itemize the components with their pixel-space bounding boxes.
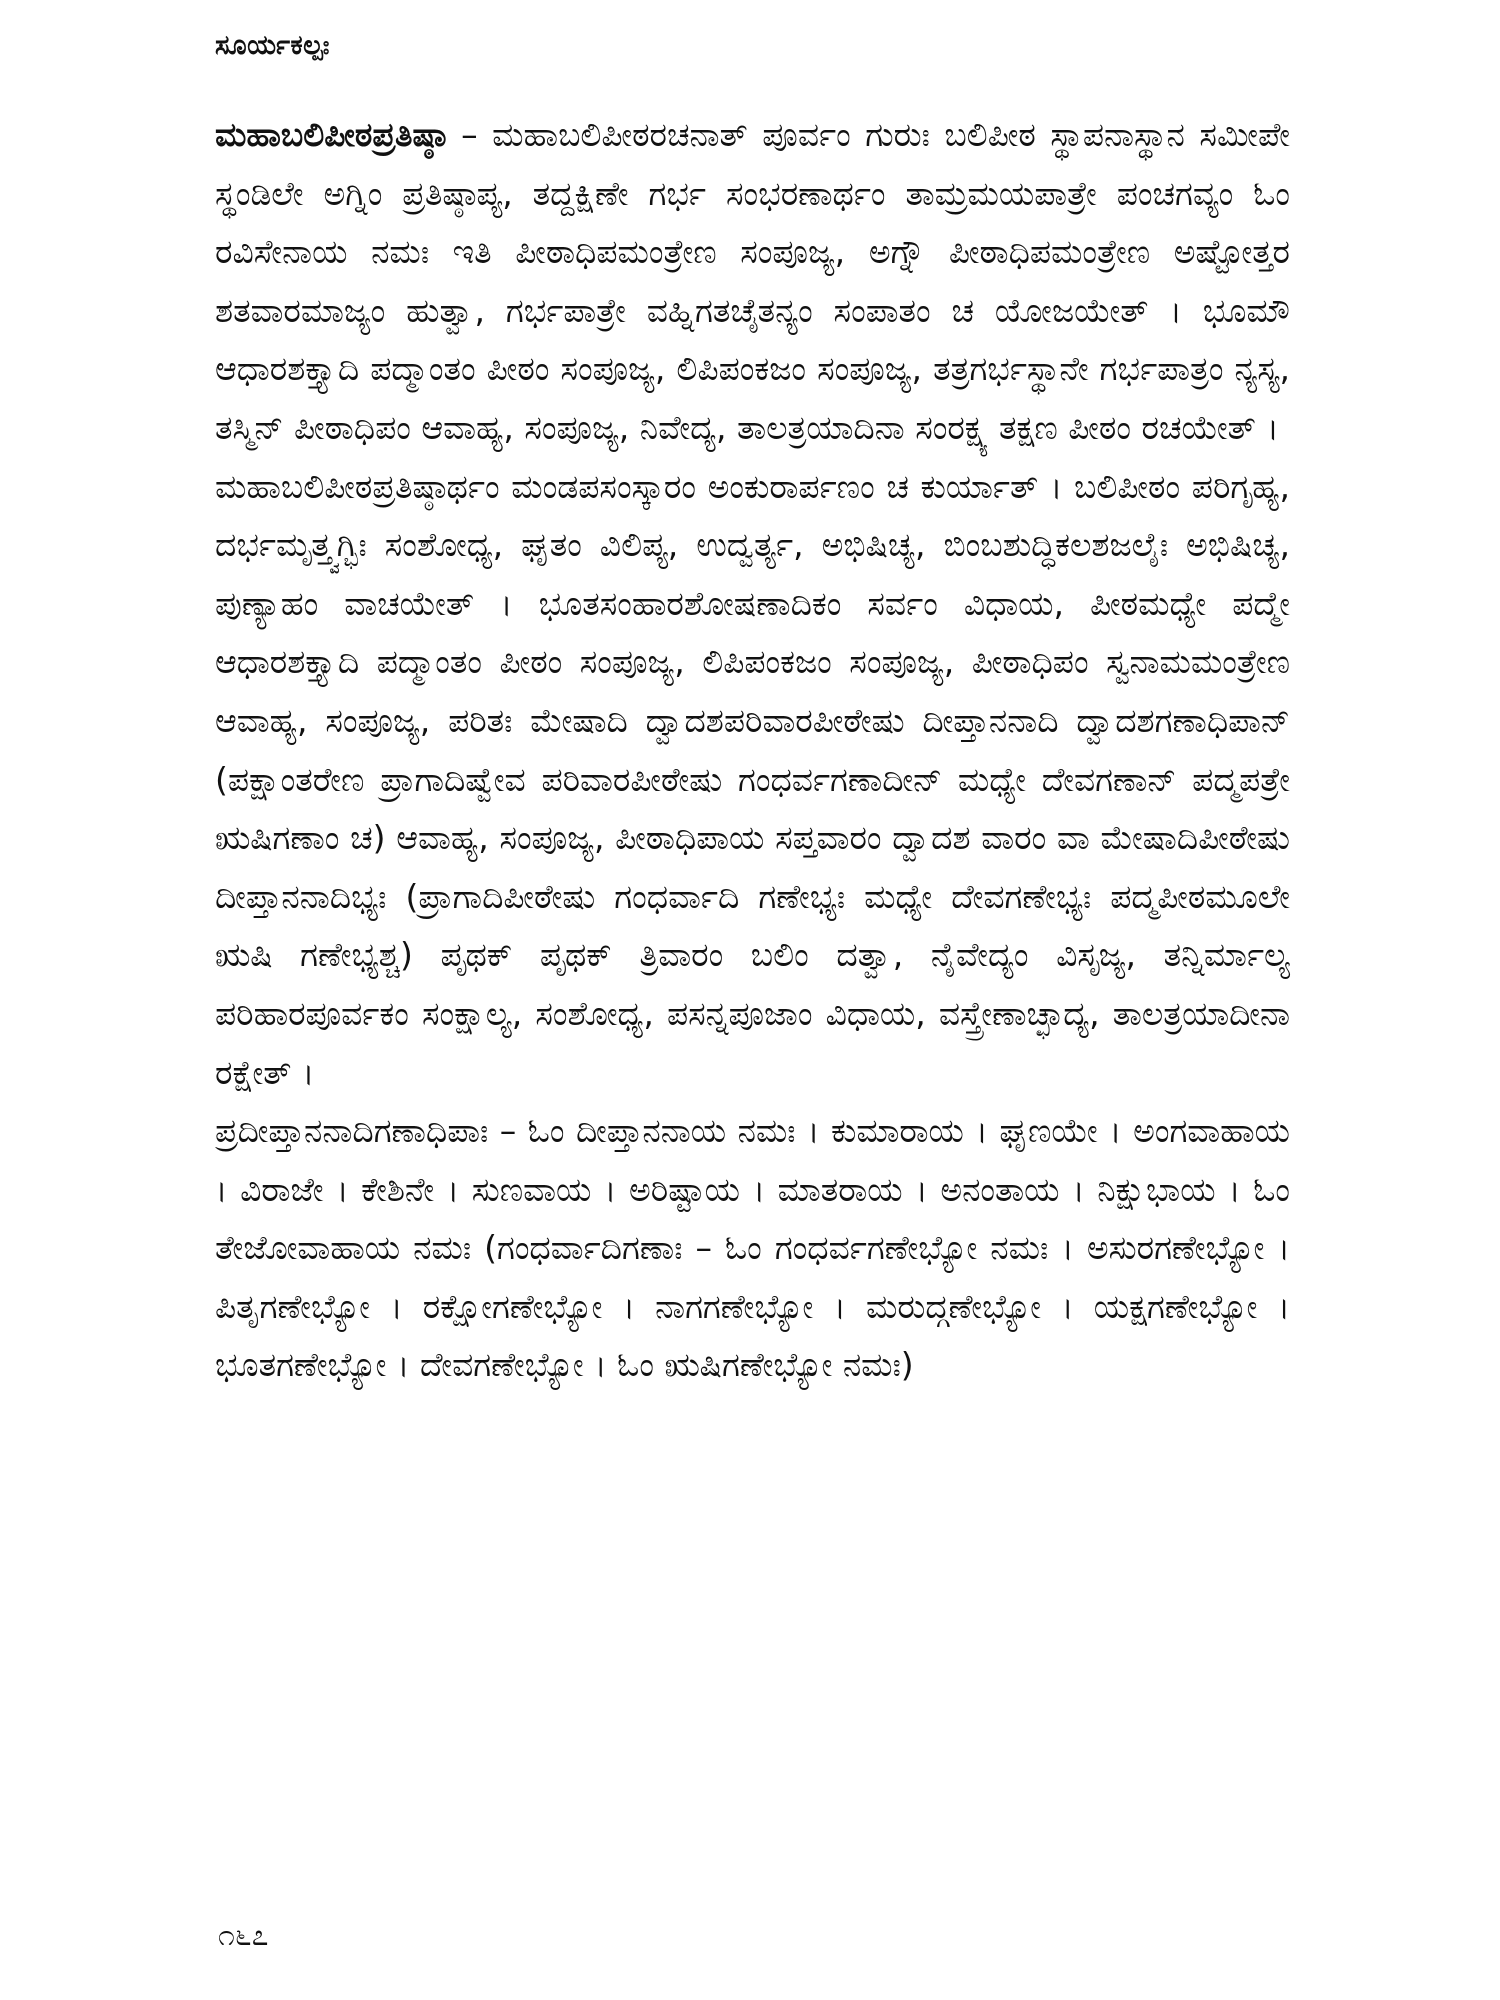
running-header: ಸೂರ್ಯಕಲ್ಪಃ — [215, 30, 330, 61]
paragraph-heading: ಮಹಾಬಲಿಪೀಠಪ್ರತಿಷ್ಠಾ — [215, 115, 447, 154]
body-text — [215, 106, 1290, 1395]
paragraph-pratishtha-ritual — [215, 458, 1290, 1103]
paragraph-text: ಪ್ರದೀಪ್ತಾನನಾದಿಗಣಾಧಿಪಾಃ – ಓಂ ದೀಪ್ತಾನನಾಯ ನಮಃ । ಕುಮಾರಾಯ । ಘೃಣಯೇ । ಅಂಗವಾಹಾಯ । ವಿರಾಜೇ । ಕೇಶಿನೇ । ಸುಣವಾಯ । ಅರಿಷ್ಟಾಯ । ಮಾತರಾಯ । ಅನಂತಾಯ । ನಿಕ್ಷುಭಾಯ । ಓಂ ತೇಜೋವಾಹಾಯ ನಮಃ (ಗಂಧರ್ವಾದಿಗಣಾಃ – ಓಂ ಗಂಧರ್ವಗಣೇಭ್ಯೋ ನಮಃ । ಅಸುರಗಣೇಭ್ಯೋ । ಪಿತೃಗಣೇಭ್ಯೋ । ರಕ್ಷೋಗಣೇಭ್ಯೋ । ನಾಗಗಣೇಭ್ಯೋ । ಮರುದ್ಗಣೇಭ್ಯೋ । ಯಕ್ಷಗಣೇಭ್ಯೋ । ಭೂತಗಣೇಭ್ಯೋ । ದೇವಗಣೇಭ್ಯೋ । ಓಂ ಋಷಿಗಣೇಭ್ಯೋ ನಮಃ) — [215, 1111, 1290, 1385]
page-number: ೧೬೭ — [218, 1918, 269, 1953]
paragraph-mahabali-pitha-pratishtha — [215, 106, 1290, 458]
paragraph-text: ಮಹಾಬಲಿಪೀಠಪ್ರತಿಷ್ಠಾರ್ಥಂ ಮಂಡಪಸಂಸ್ಕಾರಂ ಅಂಕುರಾರ್ಪಣಂ ಚ ಕುರ್ಯಾತ್ । ಬಲಿಪೀಠಂ ಪರಿಗೃಹ್ಯ, ದರ್ಭಮೃತ್ತ್ವಗ್ಭಿಃ ಸಂಶೋಧ್ಯ, ಘೃತಂ ವಿಲಿಪ್ಯ, ಉದ್ವರ್ತ್ಯ, ಅಭಿಷಿಚ್ಯ, ಬಿಂಬಶುದ್ಧಿಕಲಶಜಲೈಃ ಅಭಿಷಿಚ್ಯ, ಪುಣ್ಯಾಹಂ ವಾಚಯೇತ್ । ಭೂತಸಂಹಾರಶೋಷಣಾದಿಕಂ ಸರ್ವಂ ವಿಧಾಯ, ಪೀಠಮಧ್ಯೇ ಪದ್ಮೇ ಆಧಾರಶಕ್ತ್ಯಾದಿ ಪದ್ಮಾಂತಂ ಪೀಠಂ ಸಂಪೂಜ್ಯ, ಲಿಪಿಪಂಕಜಂ ಸಂಪೂಜ್ಯ, ಪೀಠಾಧಿಪಂ ಸ್ವನಾಮಮಂತ್ರೇಣ ಆವಾಹ್ಯ, ಸಂಪೂಜ್ಯ, ಪರಿತಃ ಮೇಷಾದಿ ದ್ವಾದಶಪರಿವಾರಪೀಠೇಷು ದೀಪ್ತಾನನಾದಿ ದ್ವಾದಶಗಣಾಧಿಪಾನ್ (ಪಕ್ಷಾಂತರೇಣ ಪ್ರಾಗಾದಿಷ್ವೇವ ಪರಿವಾರಪೀಠೇಷು ಗಂಧರ್ವಗಣಾದೀನ್ ಮಧ್ಯೇ ದೇವಗಣಾನ್ ಪದ್ಮಪತ್ರೇ ಋಷಿಗಣಾಂ ಚ) ಆವಾಹ್ಯ, ಸಂಪೂಜ್ಯ, ಪೀಠಾಧಿಪಾಯ ಸಪ್ತವಾರಂ ದ್ವಾದಶ ವಾರಂ ವಾ ಮೇಷಾದಿಪೀಠೇಷು ದೀಪ್ತಾನನಾದಿಭ್ಯಃ (ಪ್ರಾಗಾದಿಪೀಠೇಷು ಗಂಧರ್ವಾದಿ ಗಣೇಭ್ಯಃ ಮಧ್ಯೇ ದೇವಗಣೇಭ್ಯಃ ಪದ್ಮಪೀಠಮೂಲೇ ಋಷಿ ಗಣೇಭ್ಯಶ್ಚ) ಪೃಥಕ್ ಪೃಥಕ್ ತ್ರಿವಾರಂ ಬಲಿಂ ದತ್ವಾ, ನೈವೇದ್ಯಂ ವಿಸೃಜ್ಯ, ತನ್ನಿರ್ಮಾಲ್ಯ ಪರಿಹಾರಪೂರ್ವಕಂ ಸಂಕ್ಷಾಲ್ಯ, ಸಂಶೋಧ್ಯ, ಪಸನ್ನಪೂಜಾಂ ವಿಧಾಯ, ವಸ್ತ್ರೇಣಾಚ್ಛಾದ್ಯ, ತಾಲತ್ರಯಾದೀನಾ ರಕ್ಷೇತ್ । — [215, 466, 1290, 1092]
paragraph-ganadhipa-list — [215, 1102, 1290, 1395]
paragraph-text: – ಮಹಾಬಲಿಪೀಠರಚನಾತ್ ಪೂರ್ವಂ ಗುರುಃ ಬಲಿಪೀಠ ಸ್ಥಾಪನಾಸ್ಥಾನ ಸಮೀಪೇ ಸ್ಥಂಡಿಲೇ ಅಗ್ನಿಂ ಪ್ರತಿಷ್ಠಾಪ್ಯ, ತದ್ದಕ್ಷಿಣೇ ಗರ್ಭ ಸಂಭರಣಾರ್ಥಂ ತಾಮ್ರಮಯಪಾತ್ರೇ ಪಂಚಗವ್ಯಂ ಓಂ ರವಿಸೇನಾಯ ನಮಃ ಇತಿ ಪೀಠಾಧಿಪಮಂತ್ರೇಣ ಸಂಪೂಜ್ಯ, ಅಗ್ನೌ ಪೀಠಾಧಿಪಮಂತ್ರೇಣ ಅಷ್ಟೋತ್ತರ ಶತವಾರಮಾಜ್ಯಂ ಹುತ್ವಾ, ಗರ್ಭಪಾತ್ರೇ ವಹ್ನಿಗತಚೈತನ್ಯಂ ಸಂಪಾತಂ ಚ ಯೋಜಯೇತ್ । ಭೂಮೌ ಆಧಾರಶಕ್ತ್ಯಾದಿ ಪದ್ಮಾಂತಂ ಪೀಠಂ ಸಂಪೂಜ್ಯ, ಲಿಪಿಪಂಕಜಂ ಸಂಪೂಜ್ಯ, ತತ್ರಗರ್ಭಸ್ಥಾನೇ ಗರ್ಭಪಾತ್ರಂ ನ್ಯಸ್ಯ, ತಸ್ಮಿನ್ ಪೀಠಾಧಿಪಂ ಆವಾಹ್ಯ, ಸಂಪೂಜ್ಯ, ನಿವೇದ್ಯ, ತಾಲತ್ರಯಾದಿನಾ ಸಂರಕ್ಷ್ಯ ತಕ್ಷಣ ಪೀಠಂ ರಚಯೇತ್ । — [215, 115, 1290, 447]
